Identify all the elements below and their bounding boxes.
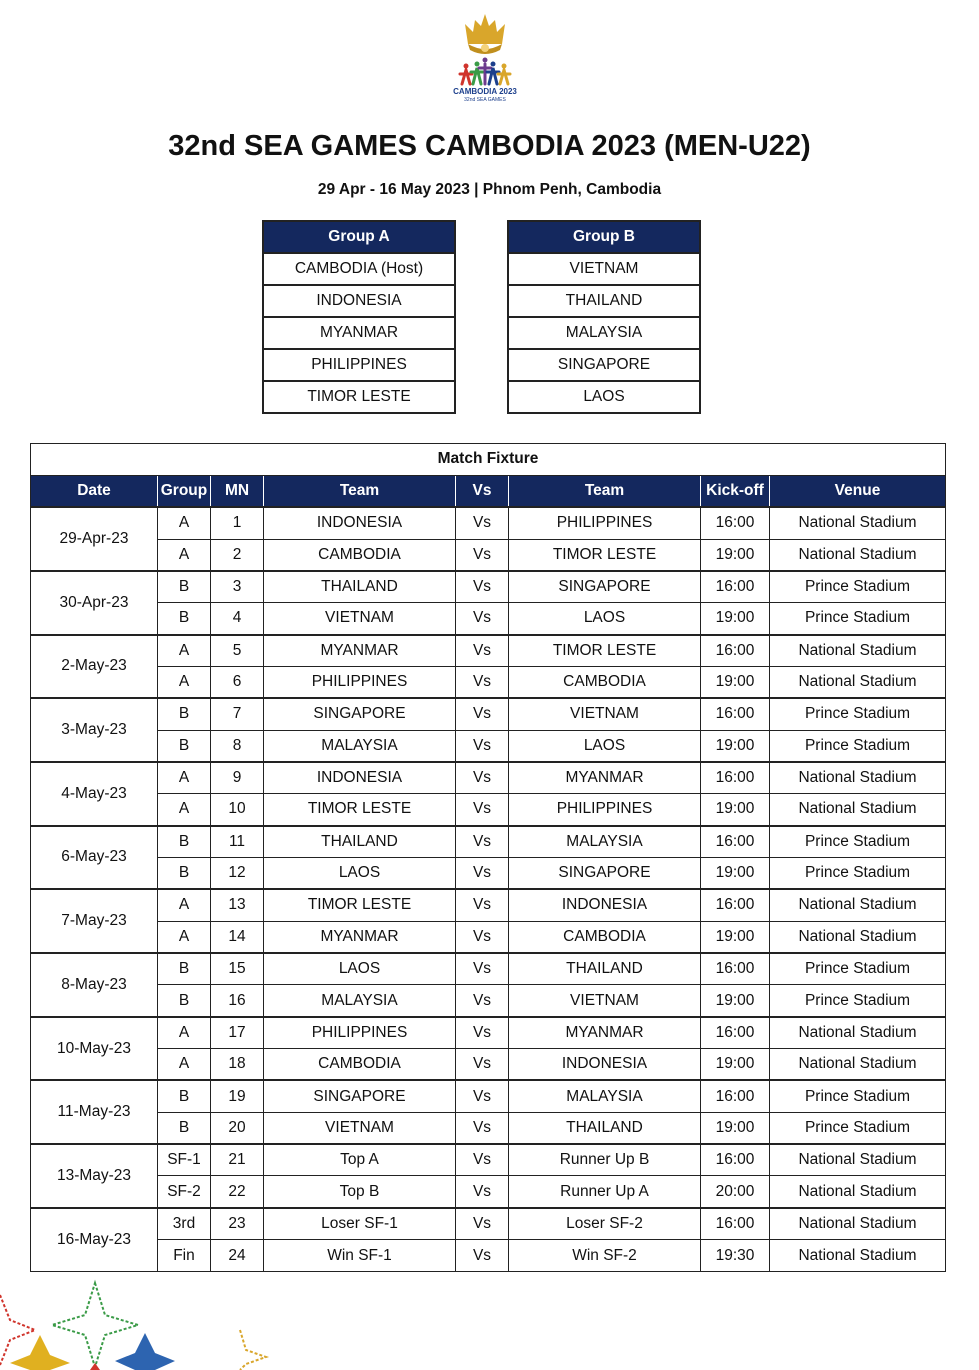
match-team-away: Win SF-2 (509, 1240, 701, 1272)
fixture-row (31, 1017, 946, 1049)
match-group: SF-1 (158, 1144, 211, 1176)
match-vs: Vs (456, 826, 509, 858)
match-team-away: SINGAPORE (509, 857, 701, 889)
match-number: 2 (211, 539, 264, 571)
match-vs: Vs (456, 1049, 509, 1081)
match-team-home: THAILAND (264, 826, 456, 858)
decorative-ornaments (0, 1275, 300, 1370)
match-number: 20 (211, 1112, 264, 1144)
match-team-home: VIETNAM (264, 603, 456, 635)
match-team-away: CAMBODIA (509, 921, 701, 953)
match-team-home: VIETNAM (264, 1112, 456, 1144)
match-vs: Vs (456, 1080, 509, 1112)
match-number: 15 (211, 953, 264, 985)
match-fixture-table (30, 443, 946, 1272)
match-number: 4 (211, 603, 264, 635)
match-vs: Vs (456, 635, 509, 667)
match-number: 10 (211, 794, 264, 826)
match-number: 8 (211, 730, 264, 762)
match-date: 29-Apr-23 (31, 507, 158, 571)
match-date: 11-May-23 (31, 1080, 158, 1144)
match-vs: Vs (456, 762, 509, 794)
match-kickoff: 19:30 (701, 1240, 770, 1272)
match-kickoff: 16:00 (701, 1208, 770, 1240)
match-venue: National Stadium (770, 1144, 946, 1176)
match-vs: Vs (456, 1112, 509, 1144)
match-number: 24 (211, 1240, 264, 1272)
match-kickoff: 19:00 (701, 921, 770, 953)
group-b-header: Group B (508, 221, 700, 253)
match-group: SF-2 (158, 1176, 211, 1208)
fixture-row (31, 1144, 946, 1176)
fixture-row (31, 571, 946, 603)
match-team-away: PHILIPPINES (509, 507, 701, 539)
match-date: 13-May-23 (31, 1144, 158, 1208)
match-team-away: MALAYSIA (509, 1080, 701, 1112)
match-kickoff: 16:00 (701, 571, 770, 603)
match-venue: Prince Stadium (770, 985, 946, 1017)
match-date: 8-May-23 (31, 953, 158, 1017)
match-team-away: TIMOR LESTE (509, 539, 701, 571)
match-number: 18 (211, 1049, 264, 1081)
match-team-away: VIETNAM (509, 698, 701, 730)
match-date: 6-May-23 (31, 826, 158, 890)
match-team-home: Top B (264, 1176, 456, 1208)
match-vs: Vs (456, 603, 509, 635)
match-vs: Vs (456, 794, 509, 826)
match-group: B (158, 857, 211, 889)
fixture-row (31, 1080, 946, 1112)
match-venue: Prince Stadium (770, 603, 946, 635)
fixture-row (31, 666, 946, 698)
match-number: 12 (211, 857, 264, 889)
match-vs: Vs (456, 857, 509, 889)
match-venue: National Stadium (770, 762, 946, 794)
match-team-away: THAILAND (509, 953, 701, 985)
match-date: 30-Apr-23 (31, 571, 158, 635)
match-team-away: LAOS (509, 730, 701, 762)
col-header-vs: Vs (456, 475, 509, 507)
match-team-home: MYANMAR (264, 921, 456, 953)
match-team-home: MALAYSIA (264, 985, 456, 1017)
group-a-table (262, 220, 456, 414)
match-venue: Prince Stadium (770, 698, 946, 730)
match-team-home: CAMBODIA (264, 539, 456, 571)
col-header-venue: Venue (770, 475, 946, 507)
group-b-team: THAILAND (508, 285, 700, 317)
match-group: B (158, 603, 211, 635)
fixture-row (31, 730, 946, 762)
match-number: 21 (211, 1144, 264, 1176)
match-venue: National Stadium (770, 1017, 946, 1049)
group-a-header: Group A (263, 221, 455, 253)
match-venue: Prince Stadium (770, 571, 946, 603)
group-b-team: VIETNAM (508, 253, 700, 285)
match-team-home: Top A (264, 1144, 456, 1176)
match-number: 13 (211, 889, 264, 921)
col-header-team1: Team (264, 475, 456, 507)
match-kickoff: 16:00 (701, 635, 770, 667)
match-kickoff: 19:00 (701, 603, 770, 635)
match-group: A (158, 539, 211, 571)
match-venue: National Stadium (770, 1240, 946, 1272)
match-number: 22 (211, 1176, 264, 1208)
match-group: A (158, 666, 211, 698)
col-header-kickoff: Kick-off (701, 475, 770, 507)
fixture-row (31, 953, 946, 985)
match-kickoff: 19:00 (701, 857, 770, 889)
match-team-home: INDONESIA (264, 507, 456, 539)
match-vs: Vs (456, 666, 509, 698)
match-group: 3rd (158, 1208, 211, 1240)
match-team-home: Loser SF-1 (264, 1208, 456, 1240)
match-number: 5 (211, 635, 264, 667)
match-group: A (158, 507, 211, 539)
match-kickoff: 16:00 (701, 1080, 770, 1112)
fixture-row (31, 857, 946, 889)
match-kickoff: 19:00 (701, 1112, 770, 1144)
group-a-team: CAMBODIA (Host) (263, 253, 455, 285)
match-group: B (158, 826, 211, 858)
match-kickoff: 19:00 (701, 539, 770, 571)
match-kickoff: 16:00 (701, 762, 770, 794)
match-vs: Vs (456, 571, 509, 603)
match-group: B (158, 698, 211, 730)
match-kickoff: 16:00 (701, 698, 770, 730)
match-kickoff: 20:00 (701, 1176, 770, 1208)
match-group: B (158, 985, 211, 1017)
logo-subtitle: 32nd SEA GAMES (464, 97, 506, 103)
match-number: 1 (211, 507, 264, 539)
match-number: 11 (211, 826, 264, 858)
match-team-home: PHILIPPINES (264, 666, 456, 698)
match-group: A (158, 635, 211, 667)
match-team-away: MYANMAR (509, 1017, 701, 1049)
group-a-team: INDONESIA (263, 285, 455, 317)
fixture-row (31, 1049, 946, 1081)
match-vs: Vs (456, 507, 509, 539)
group-a-team: PHILIPPINES (263, 349, 455, 381)
match-vs: Vs (456, 921, 509, 953)
match-vs: Vs (456, 1176, 509, 1208)
match-kickoff: 16:00 (701, 1017, 770, 1049)
match-team-away: Runner Up B (509, 1144, 701, 1176)
match-group: B (158, 1112, 211, 1144)
logo-name: CAMBODIA 2023 (453, 87, 517, 96)
match-team-home: MALAYSIA (264, 730, 456, 762)
col-header-date: Date (31, 475, 158, 507)
match-team-away: CAMBODIA (509, 666, 701, 698)
match-number: 9 (211, 762, 264, 794)
match-date: 7-May-23 (31, 889, 158, 953)
match-number: 19 (211, 1080, 264, 1112)
match-team-away: INDONESIA (509, 1049, 701, 1081)
match-number: 23 (211, 1208, 264, 1240)
match-group: A (158, 889, 211, 921)
match-number: 7 (211, 698, 264, 730)
match-team-away: PHILIPPINES (509, 794, 701, 826)
match-team-away: LAOS (509, 603, 701, 635)
match-venue: National Stadium (770, 507, 946, 539)
fixture-row (31, 539, 946, 571)
match-team-away: TIMOR LESTE (509, 635, 701, 667)
group-b-table (507, 220, 701, 414)
fixture-row (31, 889, 946, 921)
match-team-away: THAILAND (509, 1112, 701, 1144)
fixture-row (31, 507, 946, 539)
match-kickoff: 16:00 (701, 889, 770, 921)
fixture-row (31, 985, 946, 1017)
match-kickoff: 19:00 (701, 985, 770, 1017)
match-team-away: VIETNAM (509, 985, 701, 1017)
match-group: B (158, 1080, 211, 1112)
match-kickoff: 19:00 (701, 1049, 770, 1081)
match-venue: National Stadium (770, 666, 946, 698)
match-team-home: PHILIPPINES (264, 1017, 456, 1049)
match-team-home: SINGAPORE (264, 1080, 456, 1112)
fixture-row (31, 921, 946, 953)
match-group: Fin (158, 1240, 211, 1272)
match-date: 10-May-23 (31, 1017, 158, 1081)
match-team-home: MYANMAR (264, 635, 456, 667)
group-b-team: LAOS (508, 381, 700, 413)
match-team-home: INDONESIA (264, 762, 456, 794)
col-header-team2: Team (509, 475, 701, 507)
match-venue: National Stadium (770, 1208, 946, 1240)
fixture-row (31, 1208, 946, 1240)
match-venue: Prince Stadium (770, 826, 946, 858)
fixture-row (31, 635, 946, 667)
match-number: 14 (211, 921, 264, 953)
group-a-team: TIMOR LESTE (263, 381, 455, 413)
match-number: 16 (211, 985, 264, 1017)
match-venue: Prince Stadium (770, 953, 946, 985)
match-number: 6 (211, 666, 264, 698)
match-venue: Prince Stadium (770, 730, 946, 762)
match-team-home: CAMBODIA (264, 1049, 456, 1081)
fixture-caption: Match Fixture (31, 444, 946, 476)
match-venue: National Stadium (770, 1176, 946, 1208)
fixture-row (31, 1240, 946, 1272)
match-venue: Prince Stadium (770, 857, 946, 889)
match-kickoff: 16:00 (701, 507, 770, 539)
match-team-home: LAOS (264, 953, 456, 985)
match-team-home: LAOS (264, 857, 456, 889)
match-venue: National Stadium (770, 539, 946, 571)
match-vs: Vs (456, 889, 509, 921)
match-team-away: Loser SF-2 (509, 1208, 701, 1240)
fixture-row (31, 1176, 946, 1208)
match-venue: National Stadium (770, 1049, 946, 1081)
match-vs: Vs (456, 953, 509, 985)
fixture-row (31, 698, 946, 730)
match-date: 16-May-23 (31, 1208, 158, 1272)
group-b-team: MALAYSIA (508, 317, 700, 349)
match-group: A (158, 1049, 211, 1081)
match-group: B (158, 953, 211, 985)
match-venue: National Stadium (770, 921, 946, 953)
fixture-header-row (31, 475, 946, 507)
match-team-away: SINGAPORE (509, 571, 701, 603)
match-group: A (158, 921, 211, 953)
match-vs: Vs (456, 1240, 509, 1272)
match-team-home: TIMOR LESTE (264, 794, 456, 826)
match-team-home: THAILAND (264, 571, 456, 603)
match-team-home: Win SF-1 (264, 1240, 456, 1272)
group-a-team: MYANMAR (263, 317, 455, 349)
match-team-away: INDONESIA (509, 889, 701, 921)
match-group: A (158, 1017, 211, 1049)
match-date: 2-May-23 (31, 635, 158, 699)
fixture-row (31, 1112, 946, 1144)
fixture-row (31, 603, 946, 635)
match-team-away: MYANMAR (509, 762, 701, 794)
col-header-group: Group (158, 475, 211, 507)
match-venue: National Stadium (770, 635, 946, 667)
fixture-row (31, 794, 946, 826)
fixture-body (31, 507, 946, 1271)
group-b-team: SINGAPORE (508, 349, 700, 381)
match-vs: Vs (456, 539, 509, 571)
page-subtitle: 29 Apr - 16 May 2023 | Phnom Penh, Cambodia (317, 181, 662, 198)
match-kickoff: 16:00 (701, 826, 770, 858)
match-team-home: SINGAPORE (264, 698, 456, 730)
match-venue: National Stadium (770, 794, 946, 826)
page-title: 32nd SEA GAMES CAMBODIA 2023 (MEN-U22) (168, 130, 811, 162)
match-team-away: Runner Up A (509, 1176, 701, 1208)
fixture-row (31, 826, 946, 858)
match-date: 3-May-23 (31, 698, 158, 762)
match-date: 4-May-23 (31, 762, 158, 826)
match-number: 3 (211, 571, 264, 603)
match-group: B (158, 730, 211, 762)
match-venue: National Stadium (770, 889, 946, 921)
match-team-home: TIMOR LESTE (264, 889, 456, 921)
match-group: A (158, 762, 211, 794)
match-vs: Vs (456, 1017, 509, 1049)
match-vs: Vs (456, 730, 509, 762)
match-group: B (158, 571, 211, 603)
fixture-row (31, 762, 946, 794)
match-team-away: MALAYSIA (509, 826, 701, 858)
match-kickoff: 19:00 (701, 794, 770, 826)
match-vs: Vs (456, 1144, 509, 1176)
match-vs: Vs (456, 985, 509, 1017)
col-header-mn: MN (211, 475, 264, 507)
match-venue: Prince Stadium (770, 1080, 946, 1112)
match-number: 17 (211, 1017, 264, 1049)
match-venue: Prince Stadium (770, 1112, 946, 1144)
match-vs: Vs (456, 1208, 509, 1240)
match-vs: Vs (456, 698, 509, 730)
match-kickoff: 16:00 (701, 1144, 770, 1176)
match-group: A (158, 794, 211, 826)
match-kickoff: 19:00 (701, 730, 770, 762)
match-kickoff: 19:00 (701, 666, 770, 698)
match-kickoff: 16:00 (701, 953, 770, 985)
